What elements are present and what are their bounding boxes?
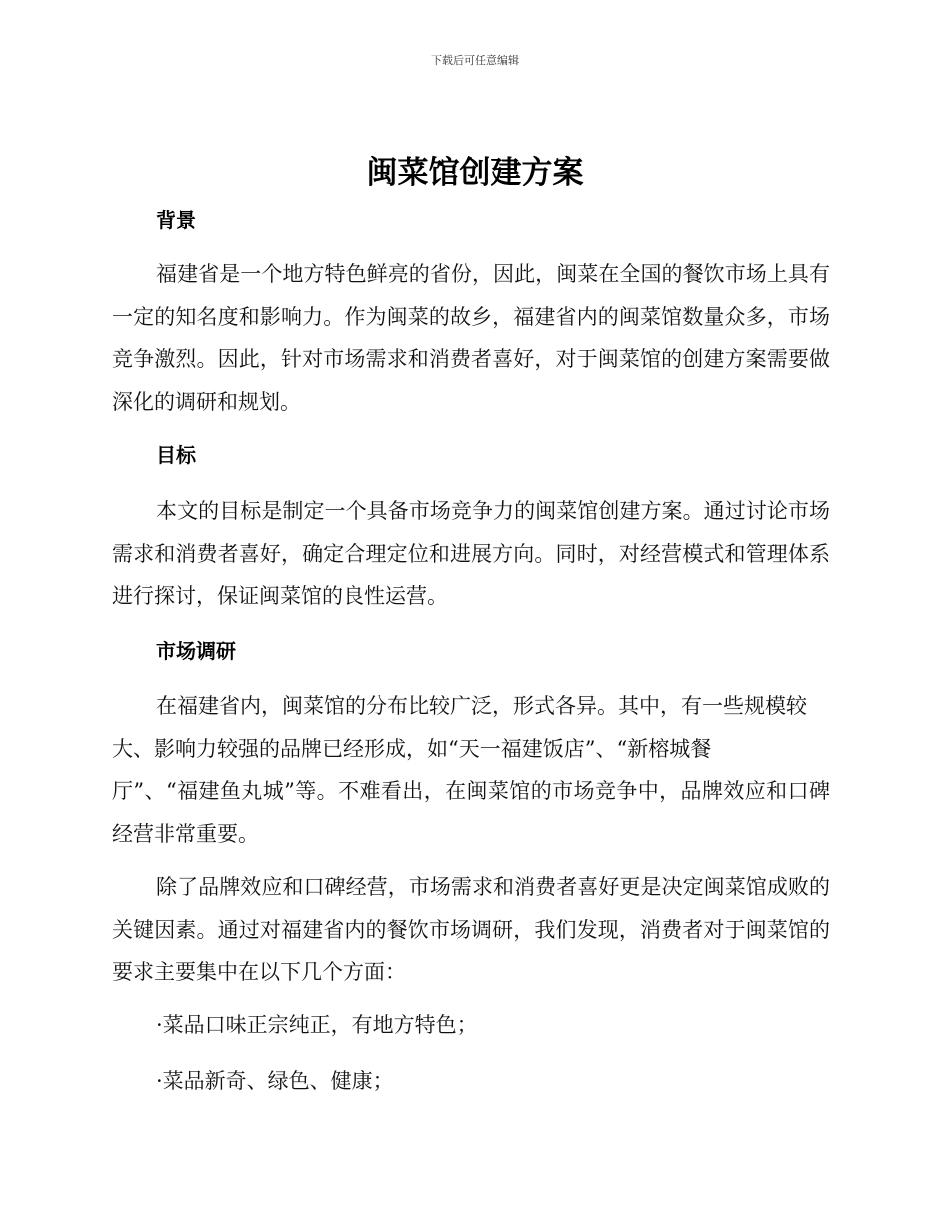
paragraph-market-demand: 除了品牌效应和口碑经营，市场需求和消费者喜好更是决定闽菜馆成败的关键因素。通过对福建省内的餐饮市场调研，我们发现，消费者对于闽菜馆的要求主要集中在以下几个方面：	[112, 875, 830, 984]
bullet-item: ·菜品新奇、绿色、健康；	[156, 1069, 394, 1093]
paragraph-market-brands-rest: 厅”、“福建鱼丸城”等。不难看出，在闽菜馆的市场竞争中，品牌效应和口碑经营非常重要。	[112, 779, 830, 846]
paragraph-market-brands	[112, 685, 830, 855]
page-header-note: 下载后可任意编辑	[431, 54, 519, 67]
document-title: 闽菜馆创建方案	[366, 155, 584, 191]
bullet-item: ·菜品口味正宗纯正，有地方特色；	[156, 1013, 478, 1037]
paragraph-market-brands-line-1: 在福建省内，闽菜馆的分布比较广泛，形式各异。其中，有一些规模较	[156, 694, 807, 718]
paragraph-background: 福建省是一个地方特色鲜亮的省份，因此，闽菜在全国的餐饮市场上具有一定的知名度和影响力。作为闽菜的故乡，福建省内的闽菜馆数量众多，市场竞争激烈。因此，针对市场需求和消费者喜好，对于闽菜馆的创建方案需要做深化的调研和规划。	[112, 262, 830, 414]
paragraph-market-brands-line-2: 大、影响力较强的品牌已经形成，如“天一福建饭店”、“新榕城餐	[112, 736, 712, 761]
section-heading-background: 背景	[156, 208, 196, 232]
paragraph-goal: 本文的目标是制定一个具备市场竞争力的闽菜馆创建方案。通过讨论市场需求和消费者喜好，确定合理定位和进展方向。同时，对经营模式和管理体系进行探讨，保证闽菜馆的良性运营。	[112, 499, 830, 608]
section-heading-market-research: 市场调研	[156, 639, 236, 663]
section-heading-goal: 目标	[156, 443, 196, 467]
